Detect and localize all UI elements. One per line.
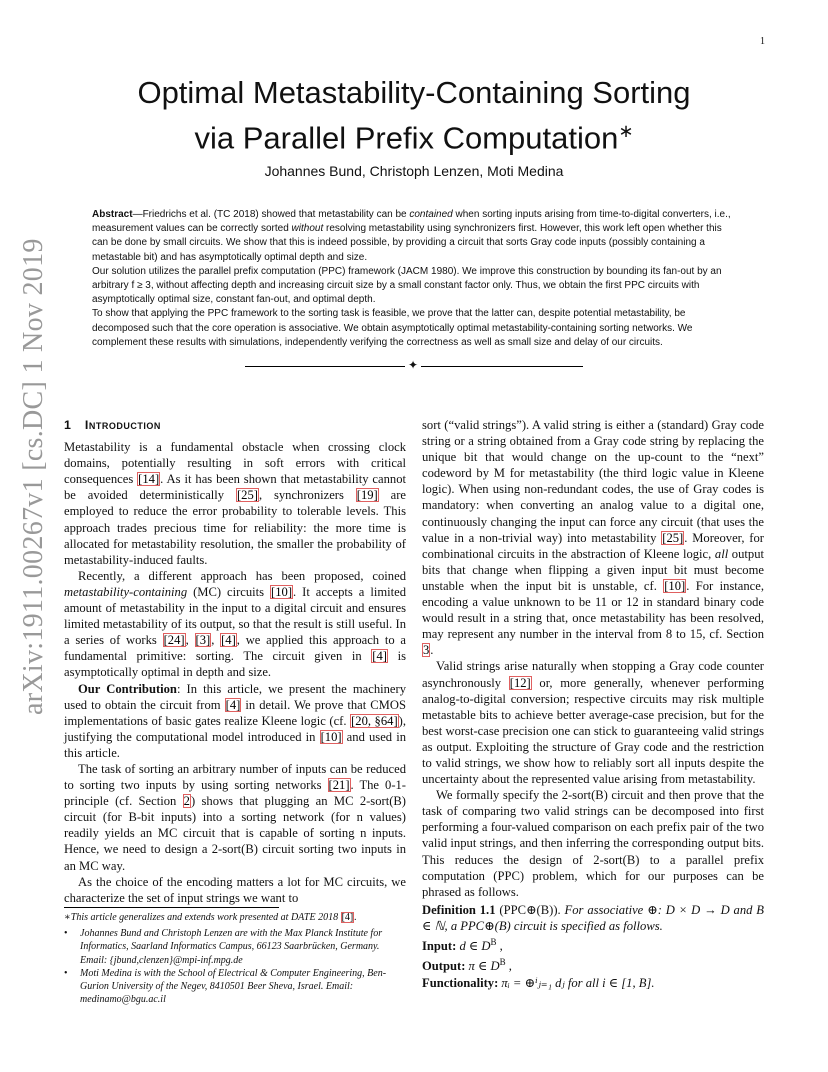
citation-link[interactable]: [24]	[163, 633, 185, 648]
citation-link[interactable]: [4]	[372, 649, 387, 664]
section-heading: 1 Introduction	[64, 418, 161, 432]
citation-link[interactable]: [3]	[195, 633, 211, 648]
gray-code-paragraph: Valid strings arise naturally when stopping a Gray code counter asynchronously [12] or, more generally, whenever performing analog-to-digital conversion; respective circuits may risk multiple metastable bits to achieve better average-case precision, but for the best worst-case precision one can stick to guaranteeing valid strings as output. Exploiting the structure of Gray code and the restriction to valid strings, we show how to reliably sort all inputs despite the uncertainty about the represented value arising from metastability.	[422, 659, 764, 787]
abstract-paragraph-2: Our solution utilizes the parallel prefix computation (PPC) framework (JACM 1980). We improve this construction by bounding its fan-out by an arbitrary f ≥ 3, without affecting depth and increasing circuit size by a small constant factor only. Thus, we obtain the first PPC circuits with asymptotically optimal size, constant fan-out, and optimal depth.	[92, 265, 722, 306]
citation-link[interactable]: [25]	[662, 530, 684, 545]
definition-input: Input: d ∈ $D^B$ ,	[422, 937, 503, 954]
citation-link[interactable]: [21]	[328, 778, 350, 793]
citation-link[interactable]: [4]	[221, 633, 236, 648]
right-column	[422, 417, 764, 991]
intro-paragraph-2: Recently, a different approach has been proposed, coined metastability-containing (MC) circuits [10]. It accepts a limited amount of metastability in the input to a digital circuit and ensures limited metastability of its output, so that the result is still useful. In a series of works [24], [3], [4], we applied this approach to a fundamental primitive: sorting. The circuit given in [4] is asymptotically optimal in depth and size.	[64, 568, 407, 680]
abstract-label: Abstract	[92, 209, 133, 220]
page-number: 1	[760, 36, 765, 47]
citation-link[interactable]: [4]	[225, 697, 241, 712]
abstract-paragraph-1: Abstract—Friedrichs et al. (TC 2018) showed that metastability can be contained when sorting inputs arising from time-to-digital converters, i.e., measurement values can be correctly sorted without resolving metastability using synchronizers first. However, this work left open whether this can be done by small circuits. We show that this is indeed possible, by providing a circuit that sorts Gray code inputs (possibly containing a metastable bit) and has asymptotically optimal depth and size.	[92, 209, 731, 263]
citation-link[interactable]: [19]	[356, 488, 378, 503]
definition-output: Output: π ∈ $D^B$ ,	[422, 957, 512, 974]
definition-1-1	[422, 902, 764, 991]
contribution-paragraph: Our Contribution: In this article, we present the machinery used to obtain the circuit from [4] in detail. We prove that CMOS implementations of basic gates realize Kleene logic (cf. [20, §64]), justifying the computational model introduced in [10] and used in this article.	[64, 681, 407, 760]
left-column	[64, 417, 406, 906]
intro-paragraph-4: The task of sorting an arbitrary number of inputs can be reduced to sorting two inputs by using sorting networks [21]. The 0-1-principle (cf. Section 2) shows that plugging an MC 2-sort(B) circuit (for B-bit inputs) into a sorting network (for n values) readily yields an MC circuit that is capable of sorting n inputs. Hence, we need to design a 2-sort(B) circuit sorting two inputs in an MC way.	[64, 761, 407, 873]
citation-link[interactable]: [14]	[138, 472, 160, 487]
abstract	[92, 208, 740, 350]
title-line-1: Optimal Metastability-Containing Sorting	[137, 75, 691, 110]
definition-functionality: Functionality: πᵢ = ⊕ⁱⱼ₌₁ dⱼ for all i ∈ [1, B].	[422, 975, 655, 990]
citation-link[interactable]: [10]	[664, 578, 686, 593]
section-link[interactable]: 2	[183, 794, 190, 809]
divider-star-icon: ✦	[405, 358, 421, 372]
valid-strings-paragraph: sort (“valid strings”). A valid string is either a (standard) Gray code string or a string obtained from a Gray code string by replacing the unique bit that would change on the up-count to the “next” codeword by M for metastability (the third logic value in Kleene logic). When using non-redundant codes, the use of Gray codes is mandatory: when converting an analog value to a digital one, continuously changing the input can force any circuit (that uses the value in a non-trivial way) into metastability [25]. Moreover, for combinational circuits in the abstraction of Kleene logic, all output bits that change when flipping a given input bit must become unstable when the input bit is unstable, cf. [10]. For instance, encoding a value unknown to be 11 or 12 in standard binary code would result in a string that, once metastability has been resolved, may represent any number in the interval from 8 to 15, cf. Section 3.	[422, 418, 764, 658]
intro-paragraph-5: As the choice of the encoding matters a lot for MC circuits, we characterize the set of input strings we want to	[64, 874, 406, 905]
abstract-paragraph-3: To show that applying the PPC framework to the sorting task is feasible, we prove that the latter can, despite potential metastability, be decomposed such that the core operation is associative. We obtain asymptotically optimal metastability-containing sorting networks. We complement these results with simulations, independently verifying the correctness as well as small size and delay of our circuits.	[92, 308, 693, 348]
title-line-2: via Parallel Prefix Computation∗	[194, 120, 634, 156]
bullet-icon: •	[64, 967, 68, 979]
citation-link[interactable]: [10]	[271, 584, 293, 599]
section-link[interactable]: 3	[423, 643, 430, 658]
citation-link[interactable]: [10]	[320, 729, 342, 744]
author-list: Johannes Bund, Christoph Lenzen, Moti Medina	[264, 163, 564, 179]
footnotes	[64, 911, 406, 1006]
specification-paragraph: We formally specify the 2-sort(B) circuit and then prove that the task of comparing two valid strings can be decomposed into first performing a four-valued comparison on each prefix pair of the two valid input strings, and then inferring the corresponding output bits. This reduces the design of 2-sort(B) to a parallel prefix computation (PPC) problem, which for our purposes can be phrased as follows.	[422, 788, 764, 899]
arxiv-sidebar-stamp: arXiv:1911.00267v1 [cs.DC] 1 Nov 2019	[18, 238, 49, 715]
footnote-date: ∗This article generalizes and extends work presented at DATE 2018 [4].	[64, 912, 357, 923]
citation-link[interactable]: [20, §64]	[351, 713, 398, 728]
bullet-icon: •	[64, 928, 68, 940]
title-footnote-mark: ∗	[618, 121, 634, 141]
paper-title	[0, 74, 828, 157]
citation-link[interactable]: [25]	[236, 488, 258, 503]
footnote-affiliation-2: • Moti Medina is with the School of Electrical & Computer Engineering, Ben-Gurion University of the Negev, 8410501 Beer Sheva, Israel. Email: medinamo@bgu.ac.il	[64, 967, 387, 1006]
definition-statement: Definition 1.1 (PPC⊕(B)). For associative ⊕: D × D → D and B ∈ ℕ, a PPC⊕(B) circuit is specified as follows.	[422, 902, 765, 933]
intro-paragraph-1: Metastability is a fundamental obstacle when crossing clock domains, potentially resulting in soft errors with critical consequences [14]. As it has been shown that metastability cannot be avoided deterministically [25], synchronizers [19] are employed to reduce the error probability to tolerable levels. This approach trades precious time for reliability: the more time is allocated for metastability resolution, the smaller the probability of metastability-induced faults.	[64, 440, 406, 567]
footnote-rule	[64, 907, 279, 908]
footnote-affiliation-1: • Johannes Bund and Christoph Lenzen are with the Max Planck Institute for Informatics, Saarland Informatics Campus, 66123 Saarbrücken, Germany. Email: {jbund,clenzen}@mpi-inf.mpg.de	[64, 928, 383, 966]
citation-link[interactable]: [12]	[509, 675, 531, 690]
citation-link[interactable]: [4]	[341, 912, 354, 923]
